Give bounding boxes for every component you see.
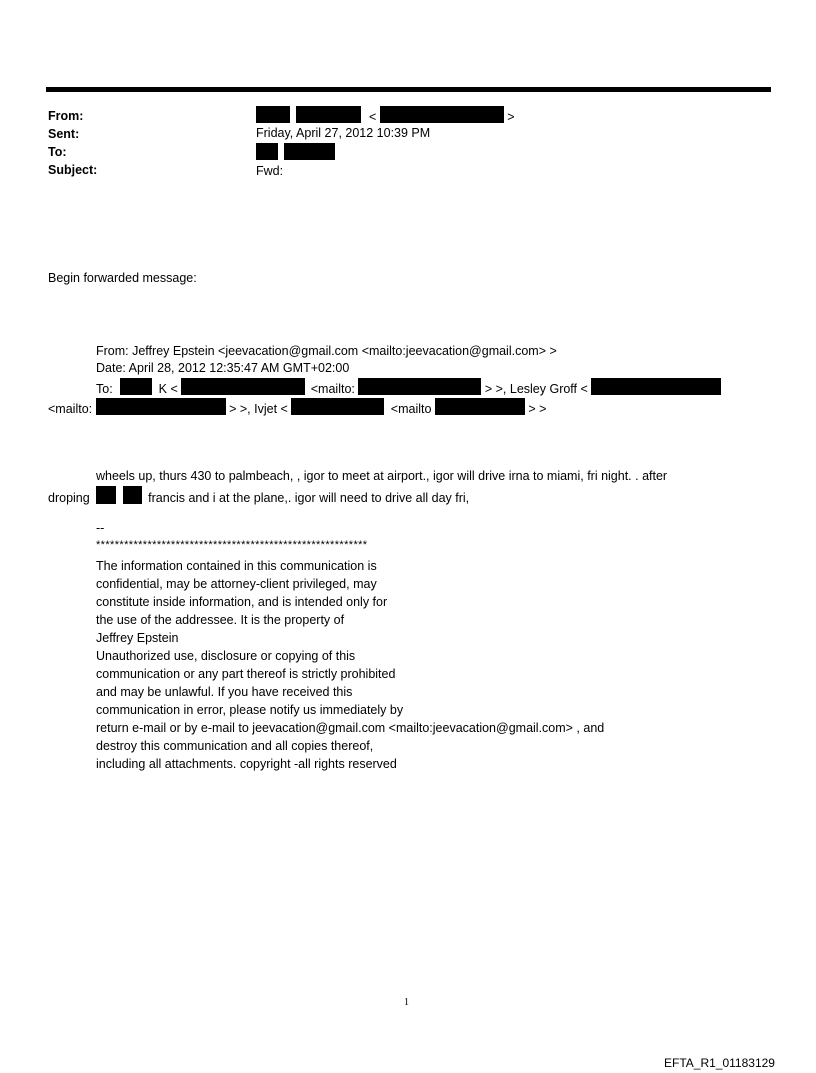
fwd-to-mailto1: <mailto: <box>310 382 355 396</box>
disclaimer-line: Unauthorized use, disclosure or copying of this <box>96 649 356 663</box>
sent-value: Friday, April 27, 2012 10:39 PM <box>256 126 431 140</box>
message-prefix: droping <box>48 491 90 505</box>
disclaimer-line: communication or any part thereof is strictly prohibited <box>96 667 396 681</box>
redaction-block <box>123 486 142 504</box>
redaction-block <box>284 143 335 160</box>
signature-dashes: -- <box>96 521 105 535</box>
disclaimer-line: The information contained in this communication is <box>96 559 377 573</box>
signature-stars: ********************************************************** <box>96 539 368 551</box>
fwd-to-close1: > >, Lesley Groff < <box>484 382 588 396</box>
redaction-block <box>358 378 481 395</box>
document-id-footer: EFTA_R1_01183129 <box>664 1056 775 1070</box>
redaction-block <box>96 486 116 504</box>
from-label: From: <box>48 109 84 123</box>
fwd-to-mailto3: <mailto <box>390 402 432 416</box>
subject-label: Subject: <box>48 163 98 177</box>
disclaimer-line: return e-mail or by e-mail to jeevacation@gmail.com <mailto:jeevacation@gmail.com> , and <box>96 721 605 735</box>
fwd-to-k: K < <box>158 382 178 396</box>
disclaimer-line: destroy this communication and all copies thereof, <box>96 739 374 753</box>
fwd-to-label: To: <box>96 382 113 396</box>
forward-intro: Begin forwarded message: <box>48 271 197 285</box>
disclaimer-line: communication in error, please notify us immediately by <box>96 703 404 717</box>
subject-value: Fwd: <box>256 164 284 178</box>
disclaimer-line: constitute inside information, and is intended only for <box>96 595 388 609</box>
redaction-block <box>120 378 152 395</box>
message-line-1: wheels up, thurs 430 to palmbeach, , igor to meet at airport., igor will drive irna to miami, fri night. . after <box>96 469 668 483</box>
disclaimer <box>96 557 604 773</box>
redaction-block <box>591 378 721 395</box>
header-rule <box>46 87 771 92</box>
sent-label: Sent: <box>48 127 80 141</box>
fwd-to-close3: > > <box>528 402 547 416</box>
fwd-to-continuation <box>48 398 546 416</box>
disclaimer-line: confidential, may be attorney-client privileged, may <box>96 577 377 591</box>
disclaimer-line: and may be unlawful. If you have received this <box>96 685 353 699</box>
fwd-date-line: Date: April 28, 2012 12:35:47 AM GMT+02:00 <box>96 361 350 375</box>
fwd-from-line: From: Jeffrey Epstein <jeevacation@gmail.com <mailto:jeevacation@gmail.com> > <box>96 344 557 358</box>
fwd-to-line <box>96 378 721 396</box>
disclaimer-line: the use of the addressee. It is the property of <box>96 613 345 627</box>
message-line-2 <box>48 486 469 505</box>
from-gt: > <box>507 110 515 124</box>
to-label: To: <box>48 145 67 159</box>
fwd-to-close2: > >, Ivjet < <box>229 402 288 416</box>
redaction-block <box>96 398 226 415</box>
redaction-block <box>256 106 290 123</box>
message-suffix: francis and i at the plane,. igor will need to drive all day fri, <box>148 491 470 505</box>
redaction-block <box>256 143 278 160</box>
page-number: 1 <box>404 997 409 1008</box>
from-lt: < <box>368 110 377 124</box>
redaction-block <box>296 106 361 123</box>
to-value <box>256 143 335 161</box>
disclaimer-line: including all attachments. copyright -all rights reserved <box>96 757 397 771</box>
disclaimer-line: Jeffrey Epstein <box>96 631 179 645</box>
redaction-block <box>380 106 504 123</box>
redaction-block <box>181 378 305 395</box>
redaction-block <box>291 398 384 415</box>
redaction-block <box>435 398 525 415</box>
from-value <box>256 106 515 124</box>
fwd-to-mailto2: <mailto: <box>48 402 93 416</box>
